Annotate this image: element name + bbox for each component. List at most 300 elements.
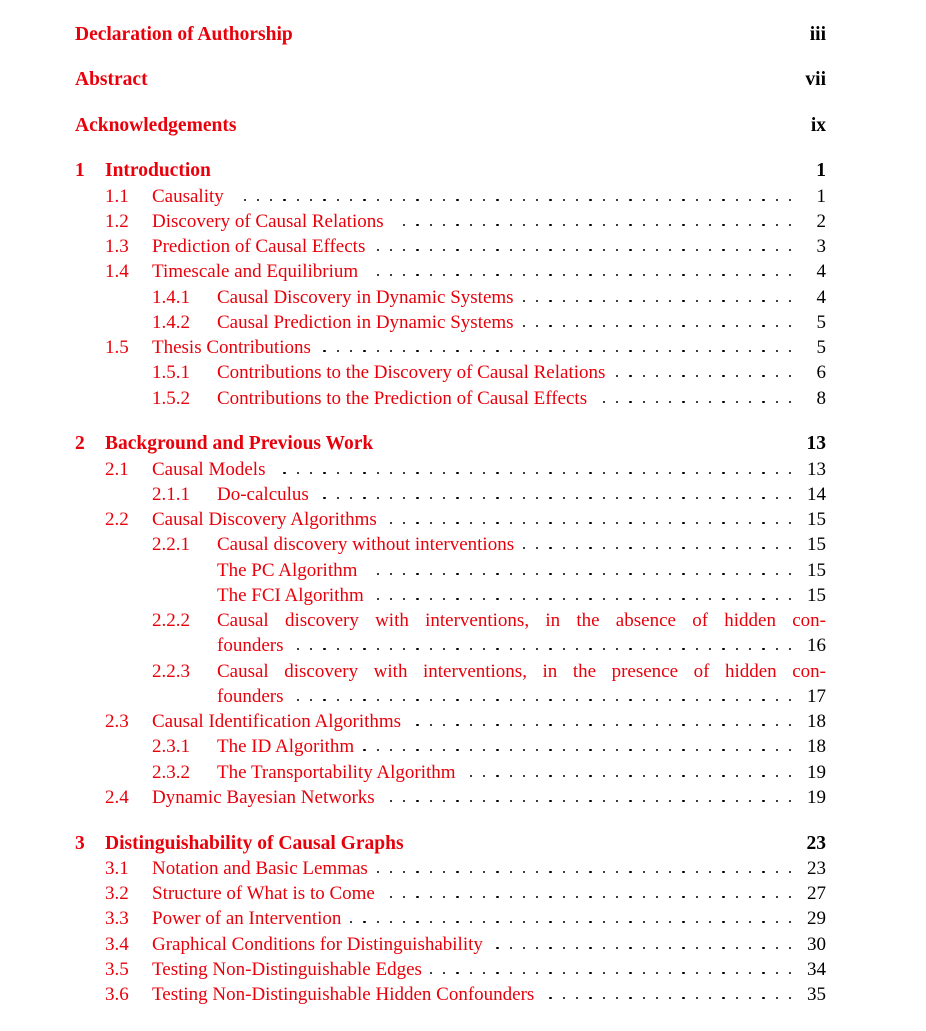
leader-dots	[0, 933, 926, 957]
leader-dot	[363, 350, 365, 352]
leader-dot	[549, 800, 551, 802]
leader-dot	[722, 325, 724, 327]
leader-dot	[549, 648, 551, 650]
toc-entry-number[interactable]: 1.5.2	[152, 388, 190, 409]
leader-dot	[789, 401, 791, 403]
toc-entry-title[interactable]: Causal discovery without interventions	[217, 534, 515, 555]
leader-dots	[0, 857, 926, 881]
leader-dot	[337, 497, 339, 499]
toc-entry-title[interactable]: Testing Non-Distinguishable Edges	[152, 959, 422, 980]
leader-dot	[297, 699, 299, 701]
leader-dot	[430, 522, 432, 524]
leader-dot	[682, 800, 684, 802]
leader-dot	[589, 598, 591, 600]
leader-dot	[722, 224, 724, 226]
leader-dot	[510, 800, 512, 802]
leader-dot	[470, 972, 472, 974]
leader-dot	[443, 800, 445, 802]
leader-dot	[536, 598, 538, 600]
leader-dot	[443, 249, 445, 251]
leader-dot	[549, 350, 551, 352]
leader-dot	[736, 699, 738, 701]
toc-entry-title[interactable]: Background and Previous Work	[105, 433, 374, 454]
leader-dot	[589, 573, 591, 575]
toc-entry[interactable]	[0, 23, 926, 47]
leader-dot	[496, 350, 498, 352]
leader-dot	[696, 224, 698, 226]
toc-entry-page: 18	[807, 736, 826, 757]
leader-dot	[762, 300, 764, 302]
toc-entry-title[interactable]: Thesis Contributions	[152, 337, 311, 358]
toc-entry-number[interactable]: 3.4	[105, 934, 129, 955]
toc-entry-title[interactable]: Abstract	[75, 69, 148, 90]
toc-entry-page: 13	[807, 459, 826, 480]
leader-dot	[403, 896, 405, 898]
leader-dot	[656, 775, 658, 777]
leader-dot	[629, 921, 631, 923]
leader-dot	[656, 749, 658, 751]
leader-dot	[722, 921, 724, 923]
leader-dot	[616, 274, 618, 276]
leader-dot	[709, 249, 711, 251]
leader-dot	[643, 401, 645, 403]
toc-entry[interactable]	[0, 660, 926, 684]
leader-dot	[656, 401, 658, 403]
leader-dot	[377, 598, 379, 600]
leader-dot	[656, 300, 658, 302]
toc-entry-number[interactable]: 2.3.1	[152, 736, 190, 757]
leader-dot	[456, 724, 458, 726]
toc-entry-title[interactable]: Declaration of Authorship	[75, 24, 293, 45]
leader-dot	[549, 896, 551, 898]
toc-entry-number[interactable]: 1.1	[105, 186, 129, 207]
leader-dot	[430, 749, 432, 751]
leader-dot	[629, 522, 631, 524]
leader-dot	[682, 749, 684, 751]
leader-dot	[443, 472, 445, 474]
leader-dot	[536, 775, 538, 777]
leader-dot	[390, 648, 392, 650]
leader-dot	[390, 249, 392, 251]
toc-entry-number[interactable]: 2.1.1	[152, 484, 190, 505]
toc-entry-title[interactable]: Causal Identification Algorithms	[152, 711, 402, 732]
leader-dots	[0, 882, 926, 906]
leader-dot	[323, 472, 325, 474]
leader-dot	[589, 325, 591, 327]
leader-dot	[443, 896, 445, 898]
leader-dot	[443, 522, 445, 524]
leader-dot	[523, 300, 525, 302]
leader-dots	[0, 533, 926, 557]
toc-entry-number[interactable]: 3.6	[105, 984, 129, 1005]
toc-entry-title[interactable]: Introduction	[105, 160, 211, 181]
leader-dot	[430, 896, 432, 898]
leader-dot	[603, 522, 605, 524]
leader-dot	[403, 522, 405, 524]
leader-dot	[496, 871, 498, 873]
leader-dot	[643, 547, 645, 549]
toc-entry-number[interactable]: 1.2	[105, 211, 129, 232]
toc-entry-title[interactable]: The PC Algorithm	[217, 560, 358, 581]
leader-dot	[776, 648, 778, 650]
leader-dot	[496, 199, 498, 201]
leader-dot	[616, 749, 618, 751]
leader-dot	[536, 947, 538, 949]
leader-dot	[656, 547, 658, 549]
leader-dot	[510, 648, 512, 650]
leader-dot	[297, 472, 299, 474]
toc-entry-number[interactable]: 1.4	[105, 261, 129, 282]
leader-dot	[749, 775, 751, 777]
leader-dot	[456, 800, 458, 802]
toc-entry-page: 16	[807, 635, 826, 656]
toc-entry-number[interactable]: 1.4.2	[152, 312, 190, 333]
leader-dot	[736, 871, 738, 873]
leader-dot	[762, 497, 764, 499]
leader-dot	[643, 724, 645, 726]
leader-dots	[0, 311, 926, 335]
leader-dot	[722, 522, 724, 524]
leader-dot	[616, 724, 618, 726]
leader-dot	[416, 199, 418, 201]
leader-dot	[350, 350, 352, 352]
leader-dot	[377, 699, 379, 701]
toc-entry[interactable]	[0, 832, 926, 856]
leader-dot	[776, 871, 778, 873]
leader-dot	[669, 871, 671, 873]
leader-dot	[523, 921, 525, 923]
leader-dot	[403, 648, 405, 650]
leader-dot	[496, 522, 498, 524]
leader-dot	[536, 522, 538, 524]
leader-dot	[669, 598, 671, 600]
leader-dot	[736, 300, 738, 302]
leader-dot	[643, 947, 645, 949]
leader-dots	[0, 983, 926, 1007]
leader-dot	[549, 547, 551, 549]
toc-entry-title[interactable]: The Transportability Algorithm	[217, 762, 456, 783]
leader-dot	[523, 749, 525, 751]
leader-dot	[430, 497, 432, 499]
toc-entry-title[interactable]: Causal Prediction in Dynamic Systems	[217, 312, 514, 333]
toc-entry-number[interactable]: 3.5	[105, 959, 129, 980]
leader-dot	[576, 724, 578, 726]
leader-dot	[390, 522, 392, 524]
toc-entry-number[interactable]: 2.2.3	[152, 661, 190, 682]
leader-dots	[0, 260, 926, 284]
toc-entry-title[interactable]: Timescale and Equilibrium	[152, 261, 359, 282]
toc-entry-number[interactable]: 2.3.2	[152, 762, 190, 783]
toc-entry-number[interactable]: 1	[75, 160, 85, 181]
leader-dot	[616, 947, 618, 949]
leader-dot	[589, 199, 591, 201]
leader-dot	[736, 224, 738, 226]
leader-dot	[749, 472, 751, 474]
leader-dot	[470, 871, 472, 873]
leader-dot	[563, 896, 565, 898]
leader-dot	[789, 547, 791, 549]
leader-dot	[589, 871, 591, 873]
leader-dot	[709, 871, 711, 873]
toc-entry-title[interactable]: Causal discovery with interventions, in the absence of hidden con-	[217, 610, 826, 631]
leader-dot	[576, 648, 578, 650]
toc-entry-number[interactable]: 3.2	[105, 883, 129, 904]
toc-entry[interactable]	[0, 159, 926, 183]
toc-entry-page: 15	[807, 534, 826, 555]
toc-entry-title[interactable]: Testing Non-Distinguishable Hidden Confounders	[152, 984, 535, 1005]
leader-dot	[443, 274, 445, 276]
leader-dot	[709, 547, 711, 549]
leader-dot	[656, 648, 658, 650]
toc-entry[interactable]	[0, 609, 926, 633]
toc-entry-title[interactable]: Prediction of Causal Effects	[152, 236, 366, 257]
leader-dot	[377, 199, 379, 201]
leader-dot	[496, 775, 498, 777]
leader-dot	[576, 547, 578, 549]
leader-dot	[696, 724, 698, 726]
leader-dot	[603, 921, 605, 923]
leader-dot	[549, 249, 551, 251]
leader-dot	[470, 896, 472, 898]
leader-dot	[629, 800, 631, 802]
leader-dot	[736, 350, 738, 352]
leader-dot	[563, 547, 565, 549]
leader-dot	[643, 997, 645, 999]
leader-dot	[430, 648, 432, 650]
leader-dot	[643, 249, 645, 251]
leader-dot	[416, 648, 418, 650]
leader-dot	[709, 775, 711, 777]
leader-dot	[656, 972, 658, 974]
toc-entry-number[interactable]: 2.4	[105, 787, 129, 808]
leader-dot	[456, 350, 458, 352]
toc-entry-title[interactable]: The ID Algorithm	[217, 736, 355, 757]
leader-dot	[776, 573, 778, 575]
toc-entry-title[interactable]: Discovery of Causal Relations	[152, 211, 384, 232]
leader-dot	[430, 199, 432, 201]
leader-dot	[776, 375, 778, 377]
toc-entry-number[interactable]: 2.1	[105, 459, 129, 480]
leader-dot	[310, 648, 312, 650]
toc-entry-number[interactable]: 1.5.1	[152, 362, 190, 383]
leader-dot	[549, 724, 551, 726]
leader-dot	[629, 401, 631, 403]
toc-entry-number[interactable]: 3.3	[105, 908, 129, 929]
leader-dot	[563, 224, 565, 226]
leader-dot	[549, 224, 551, 226]
leader-dot	[629, 997, 631, 999]
leader-dot	[682, 871, 684, 873]
leader-dot	[656, 800, 658, 802]
leader-dot	[669, 573, 671, 575]
toc-entry-title[interactable]: Causal discovery with interventions, in the presence of hidden con-	[217, 661, 826, 682]
leader-dot	[603, 800, 605, 802]
leader-dot	[589, 972, 591, 974]
leader-dot	[789, 472, 791, 474]
leader-dot	[563, 325, 565, 327]
leader-dot	[696, 350, 698, 352]
leader-dot	[696, 871, 698, 873]
toc-entry-title[interactable]: founders	[217, 686, 284, 707]
leader-dot	[656, 947, 658, 949]
leader-dot	[629, 947, 631, 949]
toc-entry-number[interactable]: 2.2.1	[152, 534, 190, 555]
toc-entry-title[interactable]: Power of an Intervention	[152, 908, 342, 929]
leader-dot	[722, 724, 724, 726]
leader-dot	[776, 199, 778, 201]
leader-dot	[603, 947, 605, 949]
toc-entry-title[interactable]: Structure of What is to Come	[152, 883, 375, 904]
leader-dot	[736, 648, 738, 650]
toc-entry-number[interactable]: 1.3	[105, 236, 129, 257]
toc-entry-title[interactable]: Contributions to the Discovery of Causal Relations	[217, 362, 606, 383]
leader-dot	[576, 325, 578, 327]
leader-dot	[696, 325, 698, 327]
leader-dot	[456, 749, 458, 751]
toc-entry-title[interactable]: Causal Discovery Algorithms	[152, 509, 377, 530]
leader-dot	[496, 947, 498, 949]
toc-entry-title[interactable]: Dynamic Bayesian Networks	[152, 787, 375, 808]
leader-dot	[709, 224, 711, 226]
toc-entry[interactable]	[0, 114, 926, 138]
leader-dot	[709, 598, 711, 600]
leader-dot	[483, 972, 485, 974]
leader-dot	[363, 749, 365, 751]
leader-dot	[403, 472, 405, 474]
leader-dot	[403, 871, 405, 873]
toc-entry-number[interactable]: 3	[75, 833, 85, 854]
toc-entry-page: 14	[807, 484, 826, 505]
leader-dot	[709, 749, 711, 751]
leader-dot	[629, 598, 631, 600]
leader-dot	[510, 775, 512, 777]
leader-dot	[669, 401, 671, 403]
leader-dots	[0, 559, 926, 583]
leader-dot	[443, 224, 445, 226]
leader-dot	[682, 249, 684, 251]
leader-dot	[443, 648, 445, 650]
leader-dot	[682, 724, 684, 726]
leader-dot	[470, 648, 472, 650]
leader-dot	[390, 350, 392, 352]
leader-dot	[722, 472, 724, 474]
leader-dot	[536, 921, 538, 923]
leader-dot	[403, 249, 405, 251]
leader-dot	[749, 300, 751, 302]
leader-dot	[643, 300, 645, 302]
leader-dot	[510, 350, 512, 352]
leader-dot	[749, 749, 751, 751]
toc-entry[interactable]	[0, 68, 926, 92]
leader-dot	[563, 775, 565, 777]
leader-dot	[643, 800, 645, 802]
leader-dot	[576, 472, 578, 474]
toc-entry-title[interactable]: Graphical Conditions for Distinguishability	[152, 934, 483, 955]
toc-entry-title[interactable]: Contributions to the Prediction of Causal Effects	[217, 388, 588, 409]
leader-dot	[377, 472, 379, 474]
leader-dot	[776, 800, 778, 802]
leader-dot	[563, 997, 565, 999]
leader-dot	[629, 699, 631, 701]
toc-entry-page: 15	[807, 509, 826, 530]
toc-entry-number[interactable]: 2.2.2	[152, 610, 190, 631]
leader-dot	[523, 274, 525, 276]
leader-dot	[576, 699, 578, 701]
leader-dot	[709, 724, 711, 726]
toc-entry-title[interactable]: Distinguishability of Causal Graphs	[105, 833, 404, 854]
toc-entry-number[interactable]: 2.3	[105, 711, 129, 732]
toc-entry[interactable]	[0, 432, 926, 456]
toc-entry-title[interactable]: Acknowledgements	[75, 115, 237, 136]
leader-dot	[536, 249, 538, 251]
toc-entry-number[interactable]: 2.2	[105, 509, 129, 530]
leader-dot	[496, 497, 498, 499]
toc-entry-title[interactable]: Causal Discovery in Dynamic Systems	[217, 287, 514, 308]
leader-dot	[523, 972, 525, 974]
leader-dot	[616, 699, 618, 701]
leader-dots	[0, 958, 926, 982]
leader-dot	[563, 350, 565, 352]
toc-entry-number[interactable]: 1.5	[105, 337, 129, 358]
leader-dot	[589, 274, 591, 276]
leader-dot	[363, 497, 365, 499]
toc-entry-title[interactable]: Do-calculus	[217, 484, 309, 505]
leader-dot	[616, 800, 618, 802]
toc-entry-title[interactable]: Causality	[152, 186, 224, 207]
leader-dot	[749, 249, 751, 251]
leader-dot	[709, 300, 711, 302]
toc-entry-title[interactable]: Causal Models	[152, 459, 266, 480]
leader-dot	[629, 224, 631, 226]
leader-dot	[762, 921, 764, 923]
leader-dot	[709, 947, 711, 949]
leader-dots	[0, 387, 926, 411]
leader-dot	[510, 947, 512, 949]
leader-dot	[709, 401, 711, 403]
leader-dot	[549, 199, 551, 201]
leader-dot	[416, 921, 418, 923]
leader-dot	[709, 350, 711, 352]
leader-dot	[323, 497, 325, 499]
leader-dot	[496, 896, 498, 898]
leader-dot	[430, 921, 432, 923]
toc-entry-title[interactable]: Notation and Basic Lemmas	[152, 858, 368, 879]
toc-entry-title[interactable]: The FCI Algorithm	[217, 585, 364, 606]
toc-entry-number[interactable]: 3.1	[105, 858, 129, 879]
leader-dot	[656, 375, 658, 377]
leader-dot	[749, 972, 751, 974]
leader-dot	[682, 921, 684, 923]
leader-dot	[297, 199, 299, 201]
leader-dot	[589, 224, 591, 226]
leader-dot	[749, 401, 751, 403]
leader-dot	[736, 375, 738, 377]
leader-dots	[0, 210, 926, 234]
leader-dot	[377, 249, 379, 251]
leader-dot	[589, 547, 591, 549]
leader-dot	[589, 648, 591, 650]
toc-entry-number[interactable]: 2	[75, 433, 85, 454]
leader-dot	[563, 800, 565, 802]
leader-dot	[549, 522, 551, 524]
toc-entry-number[interactable]: 1.4.1	[152, 287, 190, 308]
leader-dot	[563, 921, 565, 923]
leader-dot	[470, 274, 472, 276]
toc-entry-title[interactable]: founders	[217, 635, 284, 656]
leader-dot	[643, 871, 645, 873]
leader-dot	[643, 598, 645, 600]
leader-dot	[589, 775, 591, 777]
